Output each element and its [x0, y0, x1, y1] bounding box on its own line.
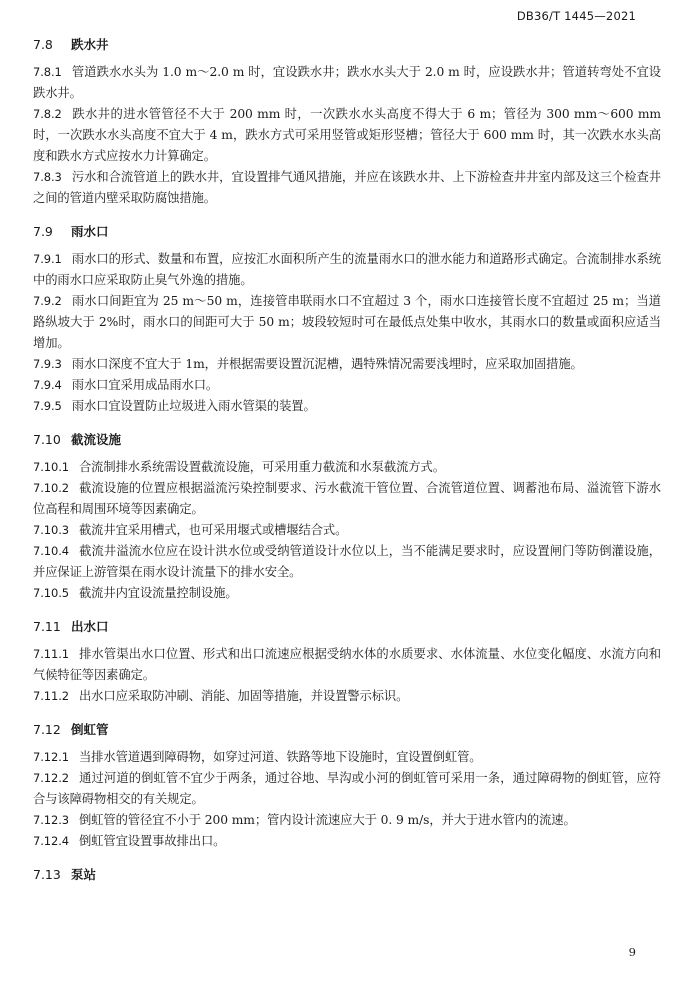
clause-7-9-2 — [33, 291, 661, 354]
section-heading-7-9 — [33, 221, 661, 243]
clause-7-11-1 — [33, 644, 661, 686]
section-heading-7-11 — [33, 616, 661, 638]
clause-text: 截流井内宜设流量控制设施。 — [78, 586, 238, 600]
clause-number: 7.10.1 — [33, 460, 69, 474]
section-title: 雨水口 — [71, 224, 109, 239]
section-number: 7.8 — [33, 37, 53, 52]
clause-7-12-1 — [33, 747, 661, 768]
clause-text: 雨水口间距宜为 25 m～50 m，连接管串联雨水口不宜超过 3 个，雨水口连接管长度不宜超过 25 m；当道路纵坡大于 2%时，雨水口的间距可大于 50 m；坡段较短时可在最低点处集中收水，其雨水口的数量或面积应适当增加。 — [33, 294, 661, 350]
clause-number: 7.10.4 — [33, 544, 69, 558]
clause-number: 7.9.1 — [33, 252, 62, 266]
clause-number: 7.12.4 — [33, 834, 69, 848]
clause-7-9-1 — [33, 249, 661, 291]
clause-text: 雨水口宜设置防止垃圾进入雨水管渠的装置。 — [71, 399, 316, 413]
clause-number: 7.12.2 — [33, 771, 69, 785]
clause-text: 出水口应采取防冲刷、消能、加固等措施，并设置警示标识。 — [78, 689, 409, 703]
clause-number: 7.8.2 — [33, 107, 62, 121]
section-heading-7-10 — [33, 429, 661, 451]
section-title: 截流设施 — [71, 432, 122, 447]
clause-7-12-2 — [33, 768, 661, 810]
clause-text: 雨水口深度不宜大于 1m，并根据需要设置沉泥槽，遇特殊情况需要浅埋时，应采取加固措施。 — [71, 357, 583, 371]
clause-7-9-4 — [33, 375, 661, 396]
clause-number: 7.9.2 — [33, 294, 62, 308]
section-heading-7-12 — [33, 719, 661, 741]
clause-7-8-2 — [33, 104, 661, 167]
clause-7-10-3 — [33, 520, 661, 541]
section-title: 跌水井 — [71, 37, 109, 52]
clause-7-8-1 — [33, 62, 661, 104]
clause-7-12-4 — [33, 831, 661, 852]
clause-number: 7.11.1 — [33, 647, 69, 661]
clause-7-8-3 — [33, 167, 661, 209]
clause-number: 7.11.2 — [33, 689, 69, 703]
section-number: 7.10 — [33, 432, 61, 447]
page-number: 9 — [628, 945, 636, 959]
section-number: 7.12 — [33, 722, 61, 737]
clause-number: 7.8.1 — [33, 65, 62, 79]
section-number: 7.9 — [33, 224, 53, 239]
standard-code: DB36/T 1445—2021 — [516, 9, 636, 23]
document-body — [33, 34, 661, 892]
clause-number: 7.10.5 — [33, 586, 69, 600]
section-title: 倒虹管 — [71, 722, 109, 737]
section-number: 7.11 — [33, 619, 61, 634]
clause-text: 截流设施的位置应根据溢流污染控制要求、污水截流干管位置、合流管道位置、调蓄池布局、溢流管下游水位高程和周围环境等因素确定。 — [33, 481, 661, 516]
clause-7-9-3 — [33, 354, 661, 375]
clause-7-10-2 — [33, 478, 661, 520]
clause-number: 7.8.3 — [33, 170, 62, 184]
clause-7-11-2 — [33, 686, 661, 707]
clause-text: 污水和合流管道上的跌水井，宜设置排气通风措施，并应在该跌水井、上下游检查井井室内部及这三个检查井之间的管道内壁采取防腐蚀措施。 — [33, 170, 661, 205]
section-title: 泵站 — [71, 867, 97, 882]
clause-7-10-5 — [33, 583, 661, 604]
clause-number: 7.9.5 — [33, 399, 62, 413]
clause-text: 倒虹管宜设置事故排出口。 — [78, 834, 226, 848]
clause-number: 7.10.3 — [33, 523, 69, 537]
clause-text: 雨水口宜采用成品雨水口。 — [71, 378, 219, 392]
clause-text: 倒虹管的管径宜不小于 200 mm；管内设计流速应大于 0. 9 m/s，并大于进水管内的流速。 — [78, 813, 576, 827]
clause-7-10-1 — [33, 457, 661, 478]
clause-text: 排水管渠出水口位置、形式和出口流速应根据受纳水体的水质要求、水体流量、水位变化幅度、水流方向和气候特征等因素确定。 — [33, 647, 661, 682]
clause-number: 7.9.3 — [33, 357, 62, 371]
section-number: 7.13 — [33, 867, 61, 882]
clause-number: 7.12.3 — [33, 813, 69, 827]
clause-text: 雨水口的形式、数量和布置，应按汇水面积所产生的流量雨水口的泄水能力和道路形式确定。合流制排水系统中的雨水口应采取防止臭气外逸的措施。 — [33, 252, 661, 287]
clause-number: 7.12.1 — [33, 750, 69, 764]
clause-text: 管道跌水水头为 1.0 m～2.0 m 时，宜设跌水井；跌水水头大于 2.0 m 时，应设跌水井；管道转弯处不宜设跌水井。 — [33, 65, 661, 100]
clause-text: 跌水井的进水管管径不大于 200 mm 时，一次跌水水头高度不得大于 6 m；管径为 300 mm～600 mm 时，一次跌水水头高度不宜大于 4 m，跌水方式可采用竖管或矩形竖槽；管径大于 600 mm 时，其一次跌水水头高度和跌水方式应按水力计算确定。 — [33, 107, 661, 163]
clause-text: 截流井溢流水位应在设计洪水位或受纳管道设计水位以上，当不能满足要求时，应设置闸门等防倒灌设施，并应保证上游管渠在雨水设计流量下的排水安全。 — [33, 544, 661, 579]
section-title: 出水口 — [71, 619, 109, 634]
clause-text: 通过河道的倒虹管不宜少于两条，通过谷地、旱沟或小河的倒虹管可采用一条，通过障碍物的倒虹管，应符合与该障碍物相交的有关规定。 — [33, 771, 661, 806]
section-heading-7-13 — [33, 864, 661, 886]
clause-7-12-3 — [33, 810, 661, 831]
clause-text: 合流制排水系统需设置截流设施，可采用重力截流和水泵截流方式。 — [78, 460, 445, 474]
clause-text: 当排水管道遇到障碍物，如穿过河道、铁路等地下设施时，宜设置倒虹管。 — [78, 750, 482, 764]
clause-number: 7.10.2 — [33, 481, 69, 495]
clause-7-9-5 — [33, 396, 661, 417]
clause-number: 7.9.4 — [33, 378, 62, 392]
clause-7-10-4 — [33, 541, 661, 583]
clause-text: 截流井宜采用槽式，也可采用堰式或槽堰结合式。 — [78, 523, 348, 537]
section-heading-7-8 — [33, 34, 661, 56]
